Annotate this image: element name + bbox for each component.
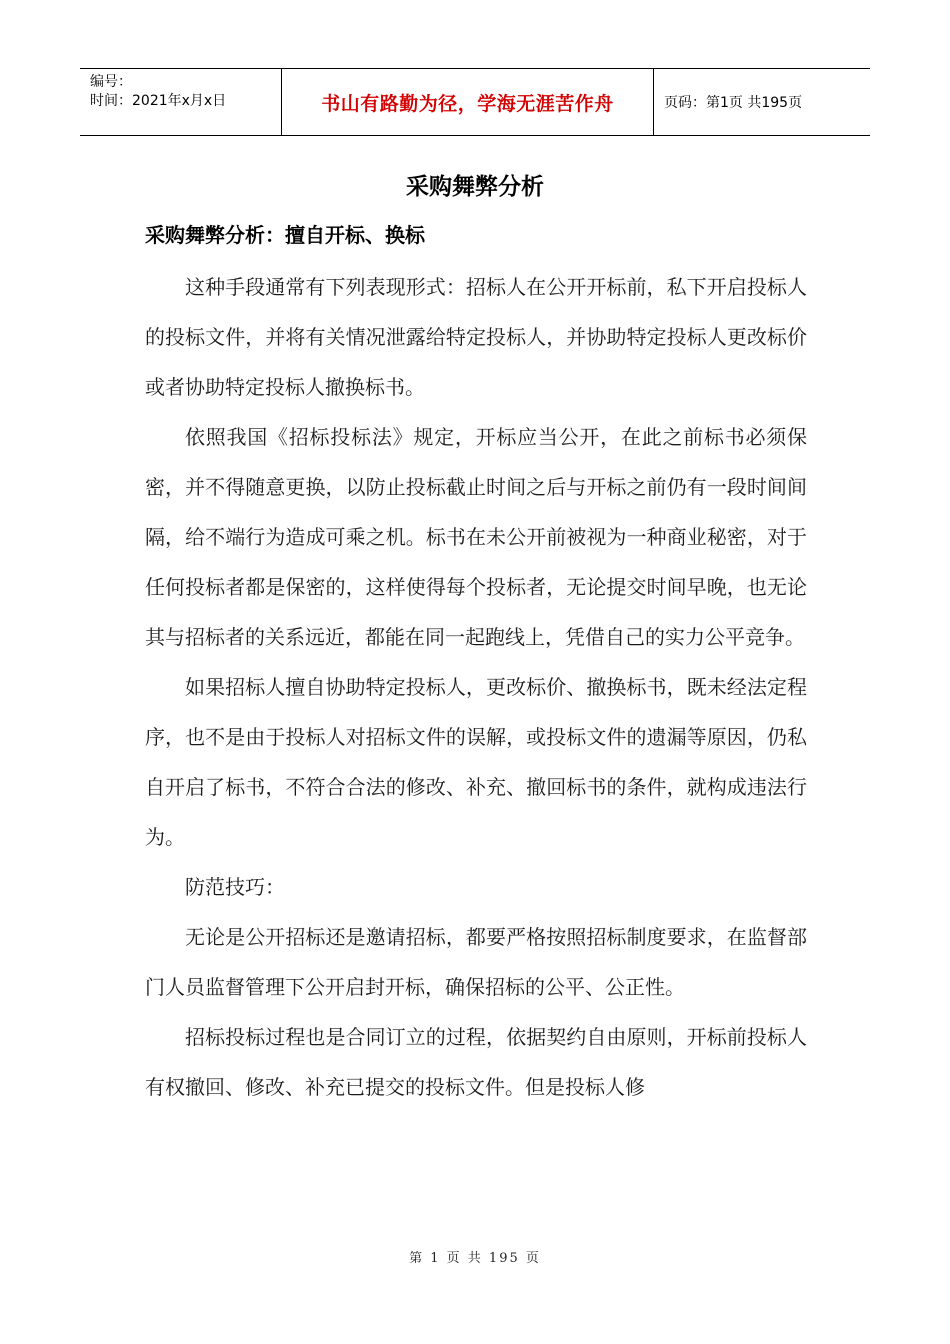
header-page-info: 页码：第1页 共195页	[664, 95, 803, 111]
document-subtitle: 采购舞弊分析：擅自开标、换标	[145, 223, 425, 247]
document-title: 采购舞弊分析	[406, 174, 544, 200]
header-meta	[80, 69, 282, 135]
header-motto: 书山有路勤为径，学海无涯苦作舟	[282, 69, 654, 135]
paragraph-heading: 防范技巧：	[185, 875, 285, 899]
paragraph: 如果招标人擅自协助特定投标人，更改标价、撤换标书，既未经法定程序，也不是由于投标人对招标文件的误解，或投标文件的遗漏等原因，仍私自开启了标书，不符合合法的修改、补充、撤回标书的条件，就构成违法行为。	[145, 675, 807, 849]
header-table	[80, 68, 870, 136]
paragraph: 无论是公开招标还是邀请招标，都要严格按照招标制度要求，在监督部门人员监督管理下公开启封开标，确保招标的公平、公正性。	[145, 925, 807, 999]
page-footer: 第 1 页 共 195 页	[409, 1251, 541, 1266]
paragraph: 依照我国《招标投标法》规定，开标应当公开，在此之前标书必须保密，并不得随意更换，以防止投标截止时间之后与开标之前仍有一段时间间隔，给不端行为造成可乘之机。标书在未公开前被视为一种商业秘密，对于任何投标者都是保密的，这样使得每个投标者，无论提交时间早晚，也无论其与招标者的关系远近，都能在同一起跑线上，凭借自己的实力公平竞争。	[145, 425, 807, 649]
document-body	[145, 262, 807, 1112]
serial-label: 编号：	[90, 74, 132, 90]
date-label: 时间：2021年x月x日	[90, 93, 227, 109]
paragraph: 招标投标过程也是合同订立的过程，依据契约自由原则，开标前投标人有权撤回、修改、补充已提交的投标文件。但是投标人修	[145, 1025, 807, 1099]
paragraph: 这种手段通常有下列表现形式：招标人在公开开标前，私下开启投标人的投标文件，并将有关情况泄露给特定投标人，并协助特定投标人更改标价或者协助特定投标人撤换标书。	[145, 275, 807, 399]
